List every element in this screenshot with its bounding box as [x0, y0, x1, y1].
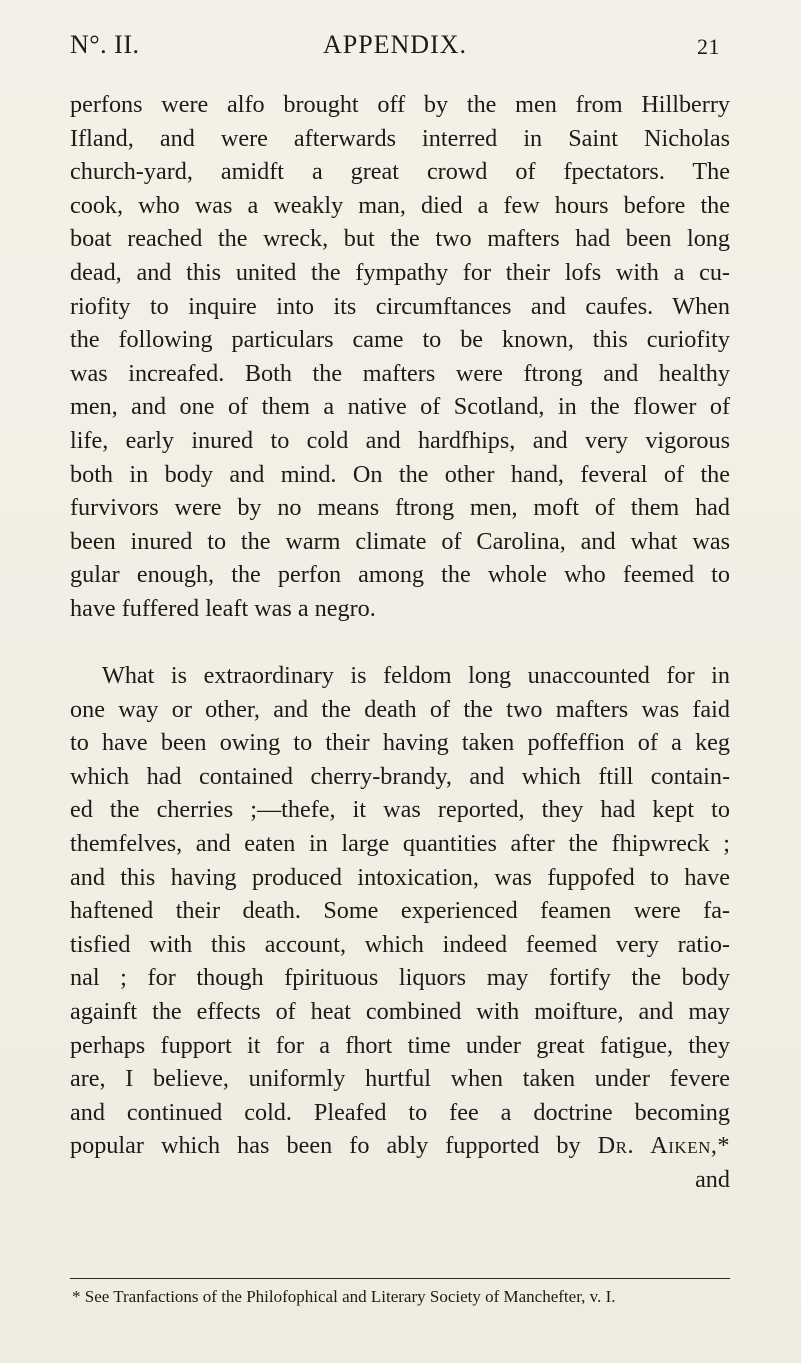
text-line: nal ; for though fpirituous liquors may fortify the body [70, 964, 730, 992]
footnote-rule [70, 1278, 730, 1279]
text-line-with-name [70, 1129, 730, 1163]
text-line: to have been owing to their having taken poffeffion of a keg [70, 729, 730, 757]
paragraph-gap [70, 626, 730, 660]
text-line: men, and one of them a native of Scotland, in the flower of [70, 393, 730, 421]
text-line: have fuffered leaft was a negro. [70, 594, 376, 622]
text-line: What is extraordinary is feldom long unaccounted for in [102, 662, 730, 690]
author-name: Dr. Aiken,* [597, 1132, 730, 1160]
text-fragment: popular which has been fo ably fupported by [70, 1132, 581, 1160]
text-line: dead, and this united the fympathy for their lofs with a cu- [70, 258, 730, 286]
text-line: are, I believe, uniformly hurtful when taken under fevere [70, 1065, 730, 1093]
text-line: which had contained cherry-brandy, and which ftill contain- [70, 762, 730, 790]
text-line: furvivors were by no means ftrong men, moft of them had [70, 494, 730, 522]
text-line: both in body and mind. On the other hand, feveral of the [70, 460, 730, 488]
catchword: and [695, 1166, 730, 1193]
body-text [70, 88, 730, 1197]
text-line: riofity to inquire into its circumftances and caufes. When [70, 292, 730, 320]
text-line: themfelves, and eaten in large quantities after the fhipwreck ; [70, 830, 730, 858]
page-number: 21 [697, 34, 720, 59]
text-line: againft the effects of heat combined with moifture, and may [70, 998, 730, 1026]
text-line: haftened their death. Some experienced feamen were fa- [70, 897, 730, 925]
text-line: Ifland, and were afterwards interred in Saint Nicholas [70, 124, 730, 152]
text-line: church-yard, amidft a great crowd of fpectators. The [70, 158, 730, 186]
text-line: the following particulars came to be known, this curiofity [70, 326, 730, 354]
text-line: life, early inured to cold and hardfhips, and very vigorous [70, 426, 730, 454]
text-line: and this having produced intoxication, was fuppofed to have [70, 863, 730, 891]
text-line: ed the cherries ;—thefe, it was reported, they had kept to [70, 796, 730, 824]
text-line: and continued cold. Pleafed to fee a doctrine becoming [70, 1098, 730, 1126]
section-title: APPENDIX. [322, 30, 468, 59]
running-head [70, 30, 720, 66]
footnote: * See Tranfactions of the Philofophical and Literary Society of Manchefter, v. I. [72, 1287, 616, 1306]
section-number: N°. II. [70, 30, 140, 59]
text-line: perfons were alfo brought off by the men from Hillberry [70, 91, 730, 118]
text-line: gular enough, the perfon among the whole who feemed to [70, 561, 730, 589]
paragraph-1 [70, 88, 730, 626]
text-line: tisfied with this account, which indeed feemed very ratio- [70, 930, 730, 958]
paragraph-2 [70, 659, 730, 1197]
text-line: was increafed. Both the mafters were ftrong and healthy [70, 359, 730, 387]
text-line: cook, who was a weakly man, died a few hours before the [70, 191, 730, 219]
text-line: boat reached the wreck, but the two mafters had been long [70, 225, 730, 253]
text-line: been inured to the warm climate of Carolina, and what was [70, 527, 730, 555]
text-line: perhaps fupport it for a fhort time under great fatigue, they [70, 1031, 730, 1059]
text-line: one way or other, and the death of the two mafters was faid [70, 695, 730, 723]
